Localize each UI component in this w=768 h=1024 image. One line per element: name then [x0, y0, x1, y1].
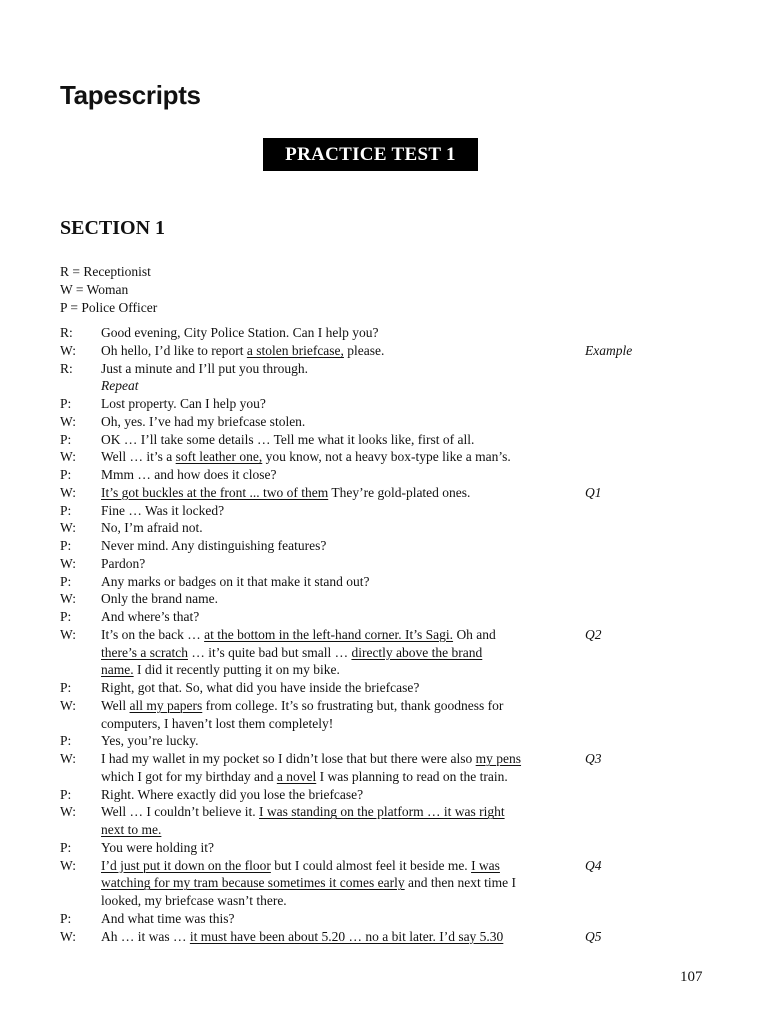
line-text — [101, 661, 340, 679]
transcript-line — [60, 395, 720, 413]
text-segment: which I got for my birthday and — [101, 768, 277, 784]
practice-test-label: PRACTICE TEST 1 — [285, 143, 456, 165]
transcript-line — [60, 697, 720, 715]
text-segment: Oh hello, I’d like to report — [101, 342, 247, 358]
answer-underline: I was standing on the platform … it was right — [259, 804, 505, 820]
line-text — [101, 324, 378, 342]
text-segment: Repeat — [101, 378, 139, 394]
speaker-label: W: — [60, 555, 76, 571]
text-segment: Just a minute and I’ll put you through. — [101, 360, 308, 376]
speaker-label: W: — [60, 857, 76, 873]
line-text — [101, 821, 161, 839]
speaker-label: P: — [60, 680, 72, 695]
text-segment: Right. Where exactly did you lose the briefcase? — [101, 786, 364, 802]
transcript-line — [60, 839, 720, 857]
answer-underline: there’s a scratch — [101, 644, 188, 660]
line-text — [101, 395, 266, 413]
legend-item: R = Receptionist — [60, 264, 151, 279]
transcript-line — [60, 431, 720, 449]
transcript-line — [60, 377, 720, 395]
answer-underline: name. — [101, 662, 134, 678]
line-text — [101, 360, 308, 378]
transcript-line — [60, 555, 720, 573]
transcript-line — [60, 502, 720, 520]
legend-item: P = Police Officer — [60, 300, 158, 315]
speaker-legend — [60, 263, 157, 317]
text-segment: Oh, yes. I’ve had my briefcase stolen. — [101, 413, 306, 429]
speaker-label: P: — [60, 431, 72, 447]
page-number: 107 — [680, 969, 703, 985]
transcript-line — [60, 679, 720, 697]
speaker-label: P: — [60, 733, 72, 749]
transcript-line — [60, 732, 720, 750]
text-segment: … it’s quite bad but small … — [187, 644, 352, 660]
line-text — [101, 874, 516, 892]
line-text — [101, 839, 214, 857]
speaker-label: P: — [60, 786, 72, 802]
line-text — [101, 892, 287, 910]
line-text — [101, 715, 333, 733]
speaker-label: P: — [60, 467, 72, 482]
transcript-line — [60, 821, 720, 839]
transcript-line — [60, 786, 720, 804]
line-text — [101, 750, 521, 768]
speaker-label: P: — [60, 839, 72, 855]
transcript-line — [60, 803, 720, 821]
answer-underline: a novel — [276, 768, 317, 784]
text-segment: It’s on the back … — [101, 626, 205, 642]
line-text — [101, 502, 224, 520]
line-text — [101, 537, 326, 555]
transcript-line — [60, 537, 720, 555]
question-marker: Q5 — [585, 928, 602, 944]
transcript-line — [60, 910, 720, 928]
question-marker: Example — [585, 342, 633, 358]
text-segment: I had my wallet in my pocket so I didn’t lose that but there were also — [101, 751, 476, 766]
question-marker: Q3 — [585, 751, 602, 766]
text-segment: No, I’m afraid not. — [101, 520, 203, 536]
speaker-label: P: — [60, 396, 72, 411]
transcript — [60, 324, 720, 945]
answer-underline: watching for my tram because sometimes it comes early — [101, 875, 405, 891]
text-segment: Any marks or badges on it that make it stand out? — [101, 573, 370, 589]
answer-underline: directly above the brand — [351, 644, 483, 660]
text-segment: Well … I couldn’t believe it. — [101, 804, 259, 820]
speaker-label: R: — [60, 360, 73, 376]
speaker-label: W: — [60, 928, 76, 944]
transcript-line — [60, 324, 720, 342]
text-segment: from college. It’s so frustrating but, thank goodness for — [202, 697, 504, 713]
speaker-label: W: — [60, 751, 76, 766]
speaker-label: W: — [60, 804, 76, 820]
line-text — [101, 857, 500, 875]
text-segment: you know, not a heavy box-type like a man’s. — [262, 449, 511, 465]
speaker-label: R: — [60, 325, 73, 340]
line-text — [101, 431, 474, 449]
answer-underline: I’d just put it down on the floor — [101, 857, 271, 873]
transcript-line — [60, 519, 720, 537]
text-segment: OK … I’ll take some details … Tell me what it looks like, first of all. — [101, 431, 475, 447]
text-segment: computers, I haven’t lost them completely! — [101, 715, 334, 731]
line-text — [101, 732, 199, 750]
line-text — [101, 519, 203, 537]
line-text — [101, 910, 234, 928]
answer-underline: next to me. — [101, 822, 162, 837]
speaker-label: W: — [60, 342, 76, 358]
practice-test-banner — [263, 138, 478, 171]
answer-underline: all my papers — [129, 697, 203, 713]
text-segment: And where’s that? — [101, 609, 200, 624]
text-segment: Good evening, City Police Station. Can I help you? — [101, 325, 379, 340]
text-segment: They’re gold-plated ones. — [328, 484, 471, 500]
speaker-label: W: — [60, 484, 76, 500]
speaker-label: P: — [60, 538, 72, 553]
text-segment: Pardon? — [101, 555, 146, 571]
transcript-line — [60, 608, 720, 626]
text-segment: Ah … it was … — [101, 928, 190, 944]
text-segment: looked, my briefcase wasn’t there. — [101, 893, 287, 908]
speaker-label: P: — [60, 573, 72, 589]
transcript-line — [60, 892, 720, 910]
transcript-line — [60, 750, 720, 768]
transcript-line — [60, 342, 720, 360]
line-text — [101, 484, 470, 502]
text-segment: Lost property. Can I help you? — [101, 396, 266, 411]
text-segment: Fine … Was it locked? — [101, 502, 225, 518]
speaker-label: W: — [60, 591, 76, 607]
text-segment: I did it recently putting it on my bike. — [133, 662, 340, 678]
speaker-label: P: — [60, 609, 72, 624]
text-segment: Never mind. Any distinguishing features? — [101, 538, 327, 553]
speaker-label: W: — [60, 413, 76, 429]
transcript-line — [60, 928, 720, 946]
text-segment: And what time was this? — [101, 910, 235, 926]
text-segment: You were holding it? — [101, 839, 214, 855]
line-text — [101, 342, 384, 360]
text-segment: I was planning to read on the train. — [316, 768, 508, 784]
transcript-line — [60, 466, 720, 484]
line-text — [101, 590, 218, 608]
transcript-line — [60, 626, 720, 644]
line-text — [101, 768, 508, 786]
line-text — [101, 448, 511, 466]
transcript-line — [60, 413, 720, 431]
text-segment: Mmm … and how does it close? — [101, 467, 277, 482]
transcript-line — [60, 857, 720, 875]
speaker-label: W: — [60, 626, 76, 642]
answer-underline: it must have been about 5.20 … no a bit later. I’d say 5.30 — [189, 928, 504, 944]
text-segment: Oh and — [453, 626, 496, 642]
text-segment: Yes, you’re lucky. — [101, 733, 199, 749]
speaker-label: W: — [60, 520, 76, 536]
line-text — [101, 573, 369, 591]
question-marker: Q1 — [585, 484, 602, 500]
text-segment: please. — [343, 342, 385, 358]
page-title: Tapescripts — [60, 80, 201, 110]
line-text — [101, 466, 276, 484]
line-text — [101, 928, 503, 946]
line-text — [101, 803, 505, 821]
transcript-line — [60, 448, 720, 466]
line-text — [101, 697, 503, 715]
transcript-line — [60, 661, 720, 679]
line-text — [101, 555, 145, 573]
line-text — [101, 679, 419, 697]
legend-item: W = Woman — [60, 282, 129, 297]
line-text — [101, 644, 482, 662]
transcript-line — [60, 484, 720, 502]
answer-underline: my pens — [475, 751, 522, 766]
line-text — [101, 377, 138, 395]
text-segment: and then next time I — [404, 875, 516, 891]
answer-underline: I was — [471, 857, 500, 873]
text-segment: but I could almost feel it beside me. — [270, 857, 472, 873]
transcript-line — [60, 590, 720, 608]
line-text — [101, 608, 199, 626]
section-heading: SECTION 1 — [60, 217, 166, 239]
transcript-line — [60, 360, 720, 378]
transcript-line — [60, 874, 720, 892]
line-text — [101, 786, 363, 804]
transcript-line — [60, 644, 720, 662]
answer-underline: soft leather one, — [175, 449, 263, 465]
speaker-label: W: — [60, 449, 76, 465]
line-text — [101, 626, 496, 644]
line-text — [101, 413, 305, 431]
transcript-line — [60, 768, 720, 786]
speaker-label: P: — [60, 502, 72, 518]
text-segment: Well … it’s a — [101, 449, 176, 465]
text-segment: Only the brand name. — [101, 591, 218, 607]
question-marker: Q4 — [585, 857, 602, 873]
text-segment: Right, got that. So, what did you have inside the briefcase? — [101, 680, 420, 695]
speaker-label: W: — [60, 697, 76, 713]
transcript-line — [60, 573, 720, 591]
text-segment: Well — [101, 697, 130, 713]
answer-underline: It’s got buckles at the front ... two of them — [101, 484, 329, 500]
answer-underline: at the bottom in the left-hand corner. It’s Sagi. — [204, 626, 454, 642]
transcript-line — [60, 715, 720, 733]
answer-underline: a stolen briefcase, — [246, 342, 344, 358]
question-marker: Q2 — [585, 626, 602, 642]
speaker-label: P: — [60, 910, 72, 926]
